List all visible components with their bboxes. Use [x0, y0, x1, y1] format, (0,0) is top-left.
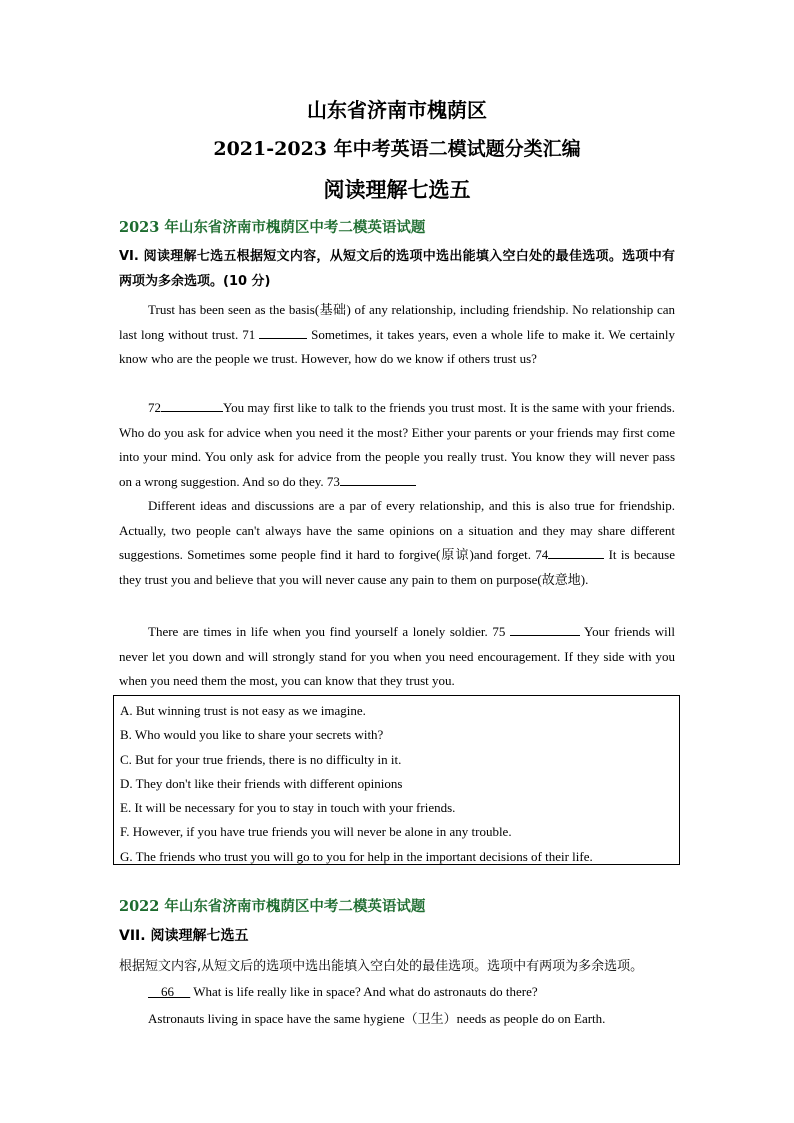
- options-box: [113, 695, 680, 865]
- paragraph-text: It is because they trust you and believe that you will never cause any pain to them on purpose(故意地).: [119, 547, 675, 587]
- section-heading-2022: 2022 年山东省济南市槐荫区中考二模英语试题: [119, 898, 426, 915]
- section-instruction: 根据短文内容,从短文后的选项中选出能填入空白处的最佳选项。选项中有两项为多余选项。: [119, 959, 644, 974]
- answer-blank-66: 66: [161, 984, 174, 999]
- option-a: A. But winning trust is not easy as we imagine.: [120, 703, 366, 718]
- passage-paragraph: [119, 494, 675, 592]
- option-e: E. It will be necessary for you to stay in touch with your friends.: [120, 800, 456, 816]
- section-instruction: VI. 阅读理解七选五根据短文内容，从短文后的选项中选出能填入空白处的最佳选项。选项中有两项为多余选项。(10 分): [119, 249, 675, 289]
- option-d: D. They don't like their friends with different opinions: [120, 775, 403, 791]
- paragraph-text: There are times in life when you find yourself a lonely soldier. 75: [148, 624, 510, 639]
- doc-title-subject: 2021-2023 年中考英语二模试题分类汇编: [213, 138, 581, 160]
- passage-line: Astronauts living in space have the same hygiene（卫生）needs as people do on Earth.: [148, 1011, 606, 1026]
- answer-blank-71: [259, 324, 307, 339]
- answer-blank-75: [510, 621, 580, 636]
- answer-blank-72: [161, 397, 223, 412]
- paragraph-text: You may first like to talk to the friends you trust most. It is the same with your friends. Who do you ask for advice when you need it the most? Either your parents or your friends may first come into your mind. You only ask for advice from the people you really trust. You know they will never pass on a wrong suggestion. And so do they. 73: [119, 400, 675, 489]
- passage-paragraph: [119, 298, 675, 372]
- paragraph-text: Sometimes, it takes years, even a whole life to make it. We certainly know who are the people we trust. However, how do we know if others trust us?: [119, 326, 675, 366]
- paragraph-text: Your friends will never let you down and will strongly stand for you when you need encouragement. If they side with you when you need them the most, you can know that they trust you.: [119, 624, 675, 688]
- passage-paragraph: [119, 396, 675, 494]
- option-c: C. But for your true friends, there is no difficulty in it.: [120, 751, 402, 767]
- doc-title-topic: 阅读理解七选五: [323, 177, 471, 202]
- passage-paragraph: [119, 620, 675, 694]
- section-title: VII. 阅读理解七选五: [119, 928, 249, 944]
- answer-blank-74: [548, 544, 604, 559]
- option-f: F. However, if you have true friends you will never be alone in any trouble.: [120, 824, 512, 840]
- paragraph-text: Trust has been seen as the basis(基础) of any relationship, including friendship. No relationship can last long without trust. 71: [119, 302, 675, 342]
- passage-line: [148, 984, 538, 1000]
- doc-title-region: 山东省济南市槐荫区: [307, 98, 487, 122]
- paragraph-text: What is life really like in space? And what do astronauts do there?: [190, 984, 538, 999]
- option-g: G. The friends who trust you will go to you for help in the important decisions of their life.: [120, 848, 593, 864]
- answer-blank-73: [340, 471, 416, 486]
- paragraph-text: Different ideas and discussions are a par of every relationship, and this is also true for friendship. Actually, two people can't always have the same opinions on a situation and they may share different suggestions. Sometimes some people find it hard to forgive(原谅)and forget. 74: [119, 498, 675, 562]
- paragraph-text: 72: [148, 400, 161, 415]
- section-heading-2023: 2023 年山东省济南市槐荫区中考二模英语试题: [119, 219, 426, 236]
- option-b: B. Who would you like to share your secrets with?: [120, 727, 384, 743]
